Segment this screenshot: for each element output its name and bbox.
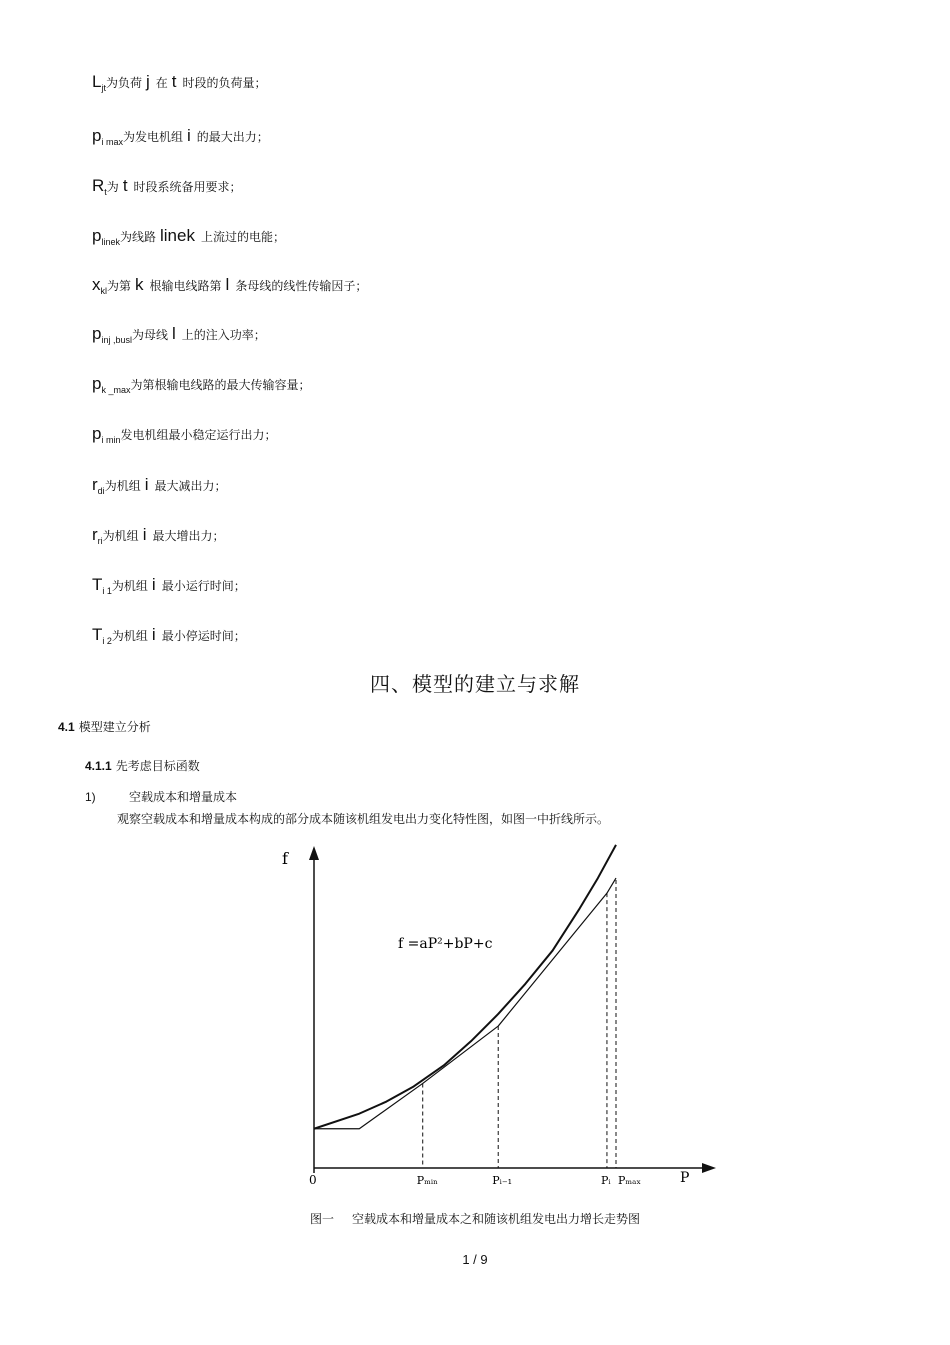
formula-annotation: f =aP²+bP+c — [398, 936, 493, 952]
variable: linek — [160, 226, 195, 245]
definition-text: 上流过的电能； — [200, 230, 285, 244]
subscript: i 1 — [102, 586, 112, 596]
caption-text: 空载成本和增量成本之和随该机组发电出力增长走势图 — [352, 1212, 641, 1226]
definition-text: 为母线 — [131, 328, 168, 342]
definition-item — [92, 126, 279, 147]
definition-item — [92, 374, 331, 395]
x-axis-arrow — [702, 1163, 716, 1173]
x-tick-label: Pₘᵢₙ — [416, 1174, 438, 1187]
variable: j — [145, 72, 150, 91]
definition-text: 为发电机组 — [122, 130, 183, 144]
subscript: i max — [101, 137, 123, 147]
variable: t — [122, 176, 128, 195]
subscript: jt — [101, 83, 106, 93]
subscript: linek — [101, 237, 120, 247]
plot-area — [314, 845, 641, 1187]
heading-text: 先考虑目标函数 — [115, 759, 200, 773]
variable: k — [135, 275, 144, 294]
definition-text: 为机组 — [111, 579, 148, 593]
origin-label: 0 — [309, 1173, 317, 1187]
definition-text: 最大增出力； — [152, 529, 225, 543]
variable: i — [151, 575, 156, 594]
variable: i — [144, 475, 149, 494]
definition-item — [92, 475, 237, 496]
definition-item — [92, 324, 276, 345]
variable: t — [171, 72, 177, 91]
definition-item — [92, 525, 234, 546]
y-axis-label: f — [282, 849, 288, 868]
symbol: p — [92, 226, 102, 245]
figure-cost-curve — [270, 840, 730, 1200]
definition-text: 时段的负荷量； — [182, 76, 267, 90]
definition-item — [92, 275, 367, 296]
definition-text: 根输电线路第 — [149, 279, 222, 293]
symbol: x — [92, 275, 101, 294]
heading-text: 模型建立分析 — [78, 720, 151, 734]
list-item-1 — [85, 788, 237, 805]
caption-label: 图一 — [309, 1212, 334, 1226]
heading-number: 4.1 — [58, 720, 75, 734]
variable: i — [151, 625, 156, 644]
paragraph: 观察空载成本和增量成本构成的部分成本随该机组发电出力变化特性图，如图一中折线所示。 — [117, 812, 610, 826]
x-tick-label: Pᵢ₋₁ — [492, 1174, 513, 1187]
definition-item — [92, 424, 297, 445]
subscript: inj ,busl — [101, 335, 132, 345]
symbol: T — [92, 625, 103, 644]
definition-text: 为机组 — [111, 629, 148, 643]
subscript: kl — [100, 286, 107, 296]
definition-text: 的最大出力； — [196, 130, 269, 144]
symbol: r — [92, 475, 98, 494]
page-indicator: 1 / 9 — [462, 1252, 488, 1267]
symbol: p — [92, 324, 102, 343]
x-axis-label: P — [680, 1170, 690, 1186]
subscript: k _max — [101, 385, 131, 395]
definition-text: 条母线的线性传输因子； — [235, 279, 368, 293]
definition-text: 为第 — [107, 279, 132, 293]
definition-text: 发电机组最小稳定运行出力； — [120, 428, 277, 442]
definition-text: 为机组 — [102, 529, 139, 543]
piecewise-linear-cost — [314, 878, 616, 1129]
symbol: R — [92, 176, 105, 195]
definition-item — [92, 625, 256, 646]
y-axis-arrow — [309, 846, 319, 860]
definition-text: 时段系统备用要求； — [133, 180, 242, 194]
definition-item — [92, 72, 267, 93]
subscript: i 2 — [102, 636, 112, 646]
heading-4-1 — [58, 718, 151, 735]
definition-text: 最小停运时间； — [161, 629, 246, 643]
variable: i — [142, 525, 147, 544]
definition-text: 为第根输电线路的最大传输容量； — [130, 378, 311, 392]
section-title: 四、模型的建立与求解 — [370, 672, 580, 696]
symbol: p — [92, 424, 102, 443]
figure-caption — [0, 1210, 950, 1227]
definition-text: 为机组 — [104, 479, 141, 493]
definition-item — [92, 575, 256, 596]
symbol: p — [92, 374, 102, 393]
subscript: ri — [97, 536, 103, 546]
symbol: T — [92, 575, 103, 594]
definition-text: 上的注入功率； — [181, 328, 266, 342]
symbol: r — [92, 525, 98, 544]
variable: i — [187, 126, 191, 145]
definition-item — [92, 176, 252, 197]
subscript: i min — [101, 435, 121, 445]
heading-4-1-1 — [85, 757, 200, 774]
definition-text: 为 — [106, 180, 119, 194]
x-tick-label: Pₘₐₓ — [618, 1174, 642, 1187]
definition-text: 在 — [155, 76, 168, 90]
variable: l — [172, 324, 176, 343]
subscript: di — [97, 486, 105, 496]
definition-item — [92, 226, 295, 247]
definition-text: 最大减出力； — [154, 479, 227, 493]
symbol: L — [92, 72, 102, 91]
list-number: 1) — [85, 790, 96, 804]
subscript: t — [104, 187, 107, 197]
variable: l — [225, 275, 230, 294]
heading-number: 4.1.1 — [85, 759, 112, 773]
list-text: 空载成本和增量成本 — [129, 790, 238, 804]
definition-text: 为线路 — [119, 230, 156, 244]
definition-text: 最小运行时间； — [161, 579, 246, 593]
symbol: p — [92, 126, 102, 145]
x-tick-label: Pᵢ — [600, 1174, 611, 1187]
definition-text: 为负荷 — [105, 76, 142, 90]
quadratic-cost-curve — [314, 845, 616, 1129]
